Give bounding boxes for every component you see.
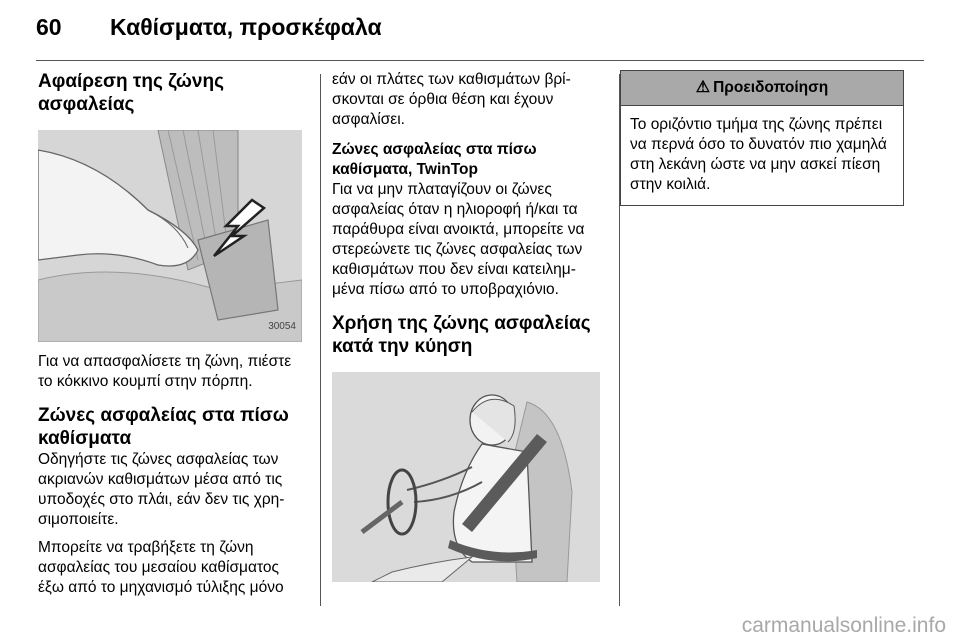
page-number: 60 <box>36 14 62 40</box>
column-3 <box>620 70 904 206</box>
column-2 <box>332 70 600 582</box>
paragraph: Μπορείτε να τραβήξετε τη ζώνη ασφαλείας του μεσαίου καθίσματος έξω από το μηχανισμό τύλιξης μόνο <box>38 539 284 596</box>
warning-box <box>620 70 904 206</box>
section-heading: Αφαίρεση της ζώνης ασφαλείας <box>38 71 224 115</box>
column-divider <box>320 74 321 606</box>
section-subheading: Ζώνες ασφαλείας στα πίσω καθίσματα <box>38 405 289 449</box>
warning-title: Προειδοποίηση <box>713 79 829 96</box>
section-subheading: Ζώνες ασφαλείας στα πίσω καθίσματα, TwinTop <box>332 141 537 178</box>
buckle-drawing <box>38 130 302 342</box>
header-rule <box>36 60 924 61</box>
page-header <box>36 8 924 48</box>
warning-header <box>621 71 903 105</box>
warning-triangle-icon: ⚠ <box>695 79 711 96</box>
figure-number: 30054 <box>268 321 296 332</box>
paragraph: Για να απασφαλίσετε τη ζώνη, πιέστε το κόκκινο κουμπί στην πόρπη. <box>38 353 292 390</box>
chapter-title: Καθίσματα, προσκέφαλα <box>110 14 382 40</box>
column-1 <box>38 70 306 598</box>
seatbelt-buckle-illustration <box>38 130 302 342</box>
pregnant-driver-illustration <box>332 372 600 582</box>
paragraph: Οδηγήστε τις ζώνες ασφαλείας των ακριανών καθισμάτων μέσα από τις υποδοχές στο πλάι, εάν δεν τις χρησιμοποιείτε. <box>38 451 285 528</box>
warning-text: Το οριζόντιο τμήμα της ζώνης πρέπει να περνά όσο το δυνατόν πιο χαμηλά στη λεκάνη ώστε να μην ασκεί πίεση στην κοιλιά. <box>621 105 903 205</box>
paragraph: Για να μην πλαταγίζουν οι ζώνες ασφαλείας όταν η ηλιοροφή ή/και τα παράθυρα είναι ανοικτά, μπορείτε να στερεώνετε τις ζώνες ασφαλείας των καθισμάτων που δεν είναι κατειλημμένα πίσω από το υποβραχιόνιο. <box>332 181 585 298</box>
pregnancy-belt-drawing <box>332 372 600 582</box>
paragraph: εάν οι πλάτες των καθισμάτων βρίσκονται σε όρθια θέση και έχουν ασφαλίσει. <box>332 71 571 128</box>
section-heading: Χρήση της ζώνης ασφαλείας κατά την κύηση <box>332 313 591 357</box>
watermark: carmanualsonline.info <box>741 614 946 637</box>
